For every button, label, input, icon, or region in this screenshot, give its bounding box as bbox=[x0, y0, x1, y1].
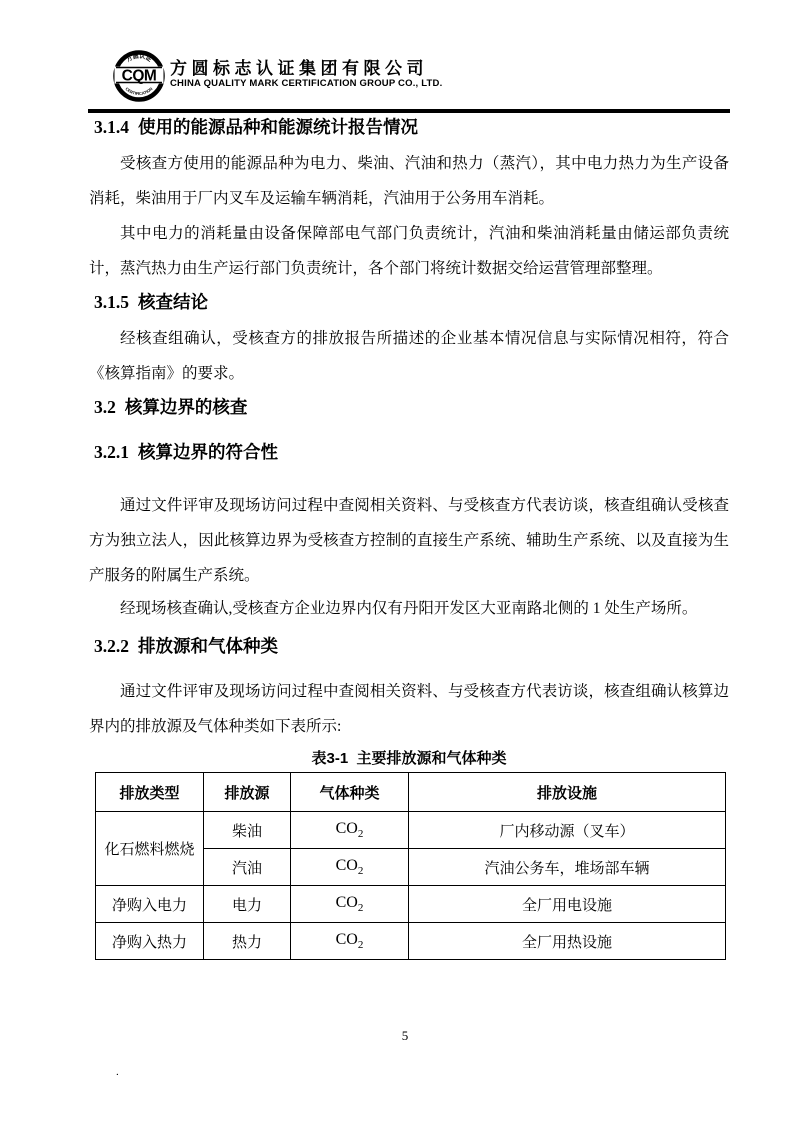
section-3-2-number: 3.2 bbox=[94, 397, 116, 417]
column-header-emission-type: 排放类型 bbox=[96, 773, 204, 812]
section-3-2-2-paragraph-1: 通过文件评审及现场访问过程中查阅相关资料、与受核查方代表访谈，核查组确认核算边界内的排放源及气体种类如下表所示: bbox=[89, 683, 729, 735]
section-3-2-title: 核算边界的核查 bbox=[124, 397, 248, 417]
cell-emission-type: 净购入电力 bbox=[96, 886, 204, 923]
section-3-2-1-title: 核算边界的符合性 bbox=[138, 442, 278, 462]
section-3-1-4-paragraph-2: 其中电力的消耗量由设备保障部电气部门负责统计，汽油和柴油消耗量由储运部负责统计，蒸汽热力由生产运行部门负责统计，各个部门将统计数据交给运营管理部整理。 bbox=[89, 225, 729, 277]
cell-emission-source: 汽油 bbox=[204, 849, 291, 886]
gas-formula: CO bbox=[335, 856, 358, 874]
cell-gas-type bbox=[291, 886, 409, 923]
cell-emission-source: 电力 bbox=[204, 886, 291, 923]
column-header-emission-facility: 排放设施 bbox=[409, 773, 726, 812]
gas-formula: CO bbox=[335, 893, 358, 911]
table-row bbox=[96, 812, 726, 849]
header-divider-rule bbox=[88, 109, 730, 113]
column-header-emission-source: 排放源 bbox=[204, 773, 291, 812]
section-3-1-4-heading bbox=[94, 114, 418, 140]
gas-subscript: 2 bbox=[357, 865, 364, 878]
gas-subscript: 2 bbox=[357, 828, 364, 841]
company-name-english: CHINA QUALITY MARK CERTIFICATION GROUP CO., LTD. bbox=[170, 78, 443, 89]
cell-gas-type bbox=[291, 923, 409, 960]
gas-subscript: 2 bbox=[357, 939, 364, 952]
logo-arc-bottom-text: CERTIFICATION bbox=[124, 86, 154, 97]
gas-formula: CO bbox=[335, 819, 358, 837]
logo-acronym-text: CQM bbox=[121, 67, 157, 85]
logo-arc-top-text: 方圆认证 bbox=[125, 53, 153, 64]
emission-sources-table bbox=[95, 772, 726, 960]
section-3-2-1-paragraph-2: 经现场核查确认,受核查方企业边界内仅有丹阳开发区大亚南路北侧的 1 处生产场所。 bbox=[120, 600, 698, 617]
table-caption: 表3-1 主要排放源和气体种类 bbox=[311, 750, 507, 767]
cell-emission-source: 柴油 bbox=[204, 812, 291, 849]
section-3-1-5-title: 核查结论 bbox=[138, 292, 208, 312]
section-3-1-4-number: 3.1.4 bbox=[94, 117, 129, 137]
section-3-1-4-title: 使用的能源品种和能源统计报告情况 bbox=[138, 117, 418, 137]
cell-emission-facility: 全厂用热设施 bbox=[409, 923, 726, 960]
section-3-2-1-number: 3.2.1 bbox=[94, 442, 129, 462]
cqm-logo-icon bbox=[113, 50, 165, 102]
gas-subscript: 2 bbox=[357, 902, 364, 915]
section-3-2-1-heading bbox=[94, 439, 278, 465]
cell-emission-type: 净购入热力 bbox=[96, 923, 204, 960]
section-3-1-5-heading bbox=[94, 289, 208, 315]
table-row bbox=[96, 923, 726, 960]
section-3-2-heading bbox=[94, 394, 247, 420]
section-3-2-1-paragraph-1: 通过文件评审及现场访问过程中查阅相关资料、与受核查方代表访谈，核查组确认受核查方为独立法人，因此核算边界为受核查方控制的直接生产系统、辅助生产系统、以及直接为生产服务的附属生产系统。 bbox=[89, 497, 729, 584]
company-name-chinese: 方圆标志认证集团有限公司 bbox=[170, 59, 428, 78]
cell-emission-facility: 汽油公务车，堆场部车辆 bbox=[409, 849, 726, 886]
section-3-2-2-heading bbox=[94, 633, 278, 659]
cell-emission-facility: 厂内移动源（叉车） bbox=[409, 812, 726, 849]
page-number: 5 bbox=[401, 1028, 409, 1043]
cell-gas-type bbox=[291, 812, 409, 849]
cell-emission-facility: 全厂用电设施 bbox=[409, 886, 726, 923]
column-header-gas-type: 气体种类 bbox=[291, 773, 409, 812]
table-row bbox=[96, 886, 726, 923]
cell-emission-type: 化石燃料燃烧 bbox=[96, 812, 204, 886]
cell-emission-source: 热力 bbox=[204, 923, 291, 960]
section-3-1-5-paragraph-1: 经核查组确认，受核查方的排放报告所描述的企业基本情况信息与实际情况相符，符合《核算指南》的要求。 bbox=[89, 330, 729, 382]
gas-formula: CO bbox=[335, 930, 358, 948]
section-3-2-2-number: 3.2.2 bbox=[94, 636, 129, 656]
section-3-1-4-paragraph-1: 受核查方使用的能源品种为电力、柴油、汽油和热力（蒸汽），其中电力热力为生产设备消耗，柴油用于厂内叉车及运输车辆消耗，汽油用于公务用车消耗。 bbox=[89, 155, 729, 207]
table-header-row bbox=[96, 773, 726, 812]
section-3-2-2-title: 排放源和气体种类 bbox=[138, 636, 278, 656]
section-3-1-5-number: 3.1.5 bbox=[94, 292, 129, 312]
svg-text:CERTIFICATION bbox=[125, 86, 154, 96]
stray-ink-mark: . bbox=[116, 1066, 119, 1078]
cell-gas-type bbox=[291, 849, 409, 886]
